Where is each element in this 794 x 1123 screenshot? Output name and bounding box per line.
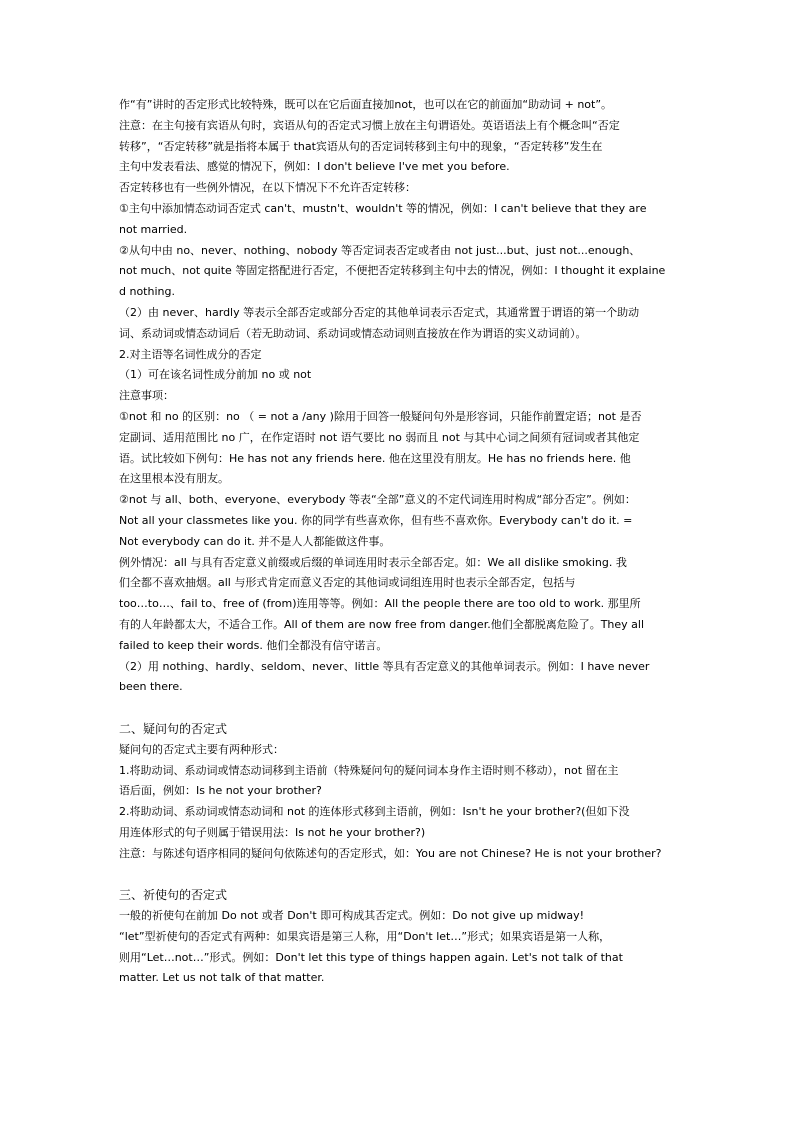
text-line: 语。试比较如下例句：He has not any friends here. 他在这里没有朋友。He has no friends here. 他 <box>119 451 631 465</box>
text-line: ②not 与 all、both、everyone、everybody 等表“全部”意义的不定代词连用时构成“部分否定”。例如： <box>119 493 636 507</box>
text-line: ①主句中添加情态动词否定式 can't、mustn't、wouldn't 等的情况，例如：I can't believe that they are <box>119 201 647 215</box>
text-line: 2.将助动词、系动词或情态动词和 not 的连体形式移到主语前，例如：Isn't he your brother?(但如下没 <box>119 805 630 819</box>
text-line: 否定转移也有一些例外情况，在以下情况下不允许否定转移： <box>119 181 416 195</box>
text-line: ①not 和 no 的区别：no （ = not a /any )除用于回答一般疑问句外是形容词，只能作前置定语；not 是否 <box>119 409 642 423</box>
text-line: 有的人年龄都太大，不适合工作。All of them are now free from danger.他们全都脱离危险了。They all <box>119 617 645 631</box>
spacer <box>119 864 699 885</box>
spacer <box>119 698 699 719</box>
text-line: 疑问句的否定式主要有两种形式： <box>119 742 284 756</box>
text-line: 词、系动词或情态动词后（若无助动词、系动词或情态动词则直接放在作为谓语的实义动词前）。 <box>119 326 587 340</box>
text-line: failed to keep their words. 他们全都没有信守诺言。 <box>119 638 388 652</box>
section-heading: 二、疑问句的否定式 <box>119 721 228 736</box>
text-line: 转移”，“否定转移”就是指将本属于 that宾语从句的否定词转移到主句中的现象，“否定转移”发生在 <box>119 139 603 153</box>
document-page <box>119 95 699 989</box>
text-line: “let”型祈使句的否定式有两种：如果宾语是第三人称，用“Don't let…”形式；如果宾语是第一人称， <box>119 929 611 943</box>
section-2 <box>119 719 699 865</box>
text-line: 注意事项： <box>119 389 174 403</box>
text-line: 在这里根本没有朋友。 <box>119 472 229 486</box>
text-line: not much、not quite 等固定搭配进行否定，不便把否定转移到主句中去的情况，例如：I thought it explaine <box>119 264 666 278</box>
text-line: 1.将助动词、系动词或情态动词移到主语前（特殊疑问句的疑问词本身作主语时则不移动），not 留在主 <box>119 763 619 777</box>
text-line: 例外情况：all 与具有否定意义前缀或后缀的单词连用时表示全部否定。如：We all dislike smoking. 我 <box>119 555 627 569</box>
text-line: 注意：与陈述句语序相同的疑问句依陈述句的否定形式，如：You are not Chinese? He is not your brother? <box>119 846 662 860</box>
text-line: （2）用 nothing、hardly、seldom、never、little 等具有否定意义的其他单词表示。例如：I have never <box>119 659 650 673</box>
text-line: 主句中发表看法、感觉的情况下，例如：I don't believe I've met you before. <box>119 160 510 174</box>
text-line: 作“有”讲时的否定形式比较特殊，既可以在它后面直接加not，也可以在它的前面加“助动词 + not”。 <box>119 98 613 111</box>
section-3 <box>119 885 699 989</box>
text-line: 们全都不喜欢抽烟。all 与形式肯定而意义否定的其他词或词组连用时也表示全部否定，包括与 <box>119 576 576 590</box>
text-line: ②从句中由 no、never、nothing、nobody 等否定词表否定或者由 not just...but、just not...enough、 <box>119 243 641 257</box>
text-line: Not all your classmetes like you. 你的同学有些喜欢你，但有些不喜欢你。Everybody can't do it. = <box>119 513 633 527</box>
section-heading: 三、祈使句的否定式 <box>119 888 228 903</box>
text-line: 注意：在主句接有宾语从句时，宾语从句的否定式习惯上放在主句谓语处。英语语法上有个概念叫“否定 <box>119 118 620 132</box>
text-line: d nothing. <box>119 285 175 299</box>
section-1-continued <box>119 95 699 698</box>
text-line: 定副词、适用范围比 no 广，在作定语时 not 语气要比 no 弱而且 not 与其中心词之间须有冠词或者其他定 <box>119 430 640 444</box>
text-line: （2）由 never、hardly 等表示全部否定或部分否定的其他单词表示否定式，其通常置于谓语的第一个助动 <box>119 305 640 319</box>
text-line: not married. <box>119 222 188 236</box>
text-line: matter. Let us not talk of that matter. <box>119 971 325 985</box>
text-line: 一般的祈使句在前加 Do not 或者 Don't 即可构成其否定式。例如：Do not give up midway! <box>119 909 585 923</box>
text-line: 语后面，例如：Is he not your brother? <box>119 784 322 798</box>
text-line: too…to…、fail to、free of (from)连用等等。例如：All the people there are too old to work. 那里所 <box>119 597 641 611</box>
text-line: 用连体形式的句子则属于错误用法：Is not he your brother?) <box>119 825 426 839</box>
text-line: been there. <box>119 680 183 694</box>
text-line: 2.对主语等名词性成分的否定 <box>119 347 262 361</box>
text-line: Not everybody can do it. 并不是人人都能做这件事。 <box>119 534 391 548</box>
text-line: （1）可在该名词性成分前加 no 或 not <box>119 368 312 382</box>
text-line: 则用“Let…not…”形式。例如：Don't let this type of things happen again. Let's not talk of that <box>119 950 623 964</box>
